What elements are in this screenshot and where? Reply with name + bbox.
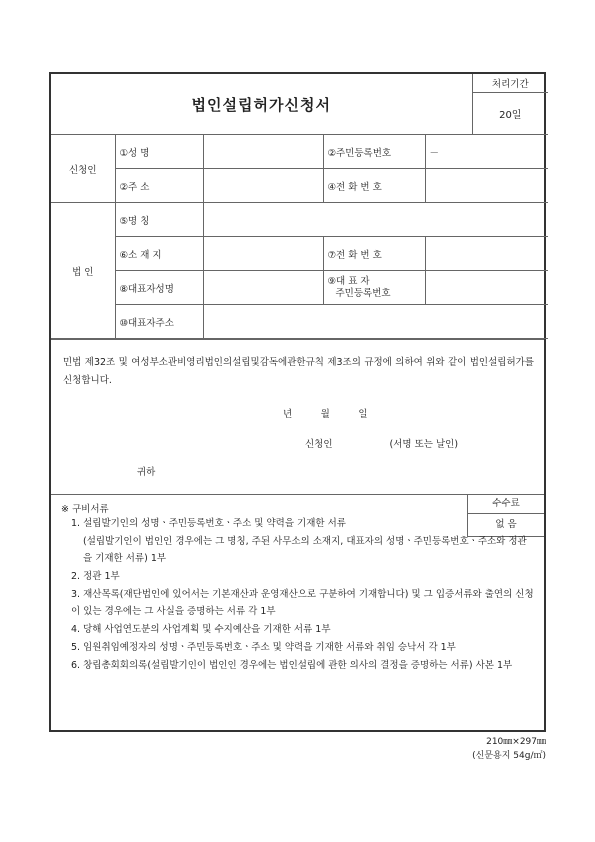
rep-rrn-label-line2: 주민등록번호 [335, 287, 391, 299]
paper-type: (신문용지 54g/㎡) [472, 751, 546, 761]
applicant-address-label: ②주 소 [115, 169, 203, 203]
processing-period-label: 처리기간 [472, 74, 548, 93]
corp-phone-label: ⑦전 화 번 호 [323, 237, 425, 271]
list-item: 5. 임원취임예정자의 성명ㆍ주민등록번호ㆍ주소 및 약력을 기재한 서류와 취임 승낙서 각 1부 [71, 642, 456, 653]
corp-location-label: ⑥소 재 지 [115, 237, 203, 271]
fee-box [467, 495, 544, 537]
applicant-rrn-field[interactable]: － [425, 135, 548, 169]
fee-value: 없 음 [468, 514, 544, 537]
application-date: 년 월 일 [283, 409, 368, 420]
paper-spec [472, 735, 546, 763]
rep-name-label: ⑧대표자성명 [115, 271, 203, 305]
applicant-name-label: ①성 명 [115, 135, 203, 169]
rep-address-label: ⑩대표자주소 [115, 305, 203, 339]
corp-phone-field[interactable] [425, 237, 548, 271]
list-item: 1. 설립발기인의 성명ㆍ주민등록번호ㆍ주소 및 약력을 기재한 서류 [71, 518, 346, 529]
rep-address-field[interactable] [203, 305, 548, 339]
applicant-signature-line: 신청인 (서명 또는 날인) [305, 439, 459, 450]
list-item: (설립발기인이 법인인 경우에는 그 명칭, 주된 사무소의 소재지, 대표자의 성명ㆍ주민등록번호ㆍ주소와 정관을 기재한 서류) 1부 [83, 536, 527, 564]
rep-rrn-field[interactable] [425, 271, 548, 305]
rep-rrn-label-line1: ⑨대 표 자 [327, 275, 370, 287]
applicant-address-field[interactable] [203, 169, 323, 203]
applicant-phone-field[interactable] [425, 169, 548, 203]
rep-rrn-label [323, 271, 425, 305]
required-documents-heading: ※ 구비서류 [61, 504, 109, 515]
corp-name-field[interactable] [203, 203, 548, 237]
list-item: 6. 창립총회회의록(설립발기인이 법인인 경우에는 법인설립에 관한 의사의 결정을 증명하는 서류) 사본 1부 [71, 660, 513, 671]
corp-name-label: ⑤명 칭 [115, 203, 203, 237]
addressee: 귀하 [137, 467, 156, 478]
applicant-name-field[interactable] [203, 135, 323, 169]
list-item: 3. 재산목록(재단법인에 있어서는 기본재산과 운영재산으로 구분하여 기재합니다) 및 그 입증서류와 출연의 신청이 있는 경우에는 그 사실을 증명하는 서류 각 1부 [71, 589, 534, 617]
application-statement [51, 339, 544, 495]
applicant-rrn-label: ②주민등록번호 [323, 135, 425, 169]
applicant-group-label: 신청인 [51, 135, 115, 203]
processing-period-value: 20일 [472, 93, 548, 135]
application-form [49, 72, 546, 732]
applicant-phone-label: ④전 화 번 호 [323, 169, 425, 203]
corp-location-field[interactable] [203, 237, 323, 271]
corporation-group-label: 법 인 [51, 203, 115, 339]
list-item: 2. 정관 1부 [71, 571, 120, 582]
statement-body: 민법 제32조 및 여성부소관비영리법인의설립및감독에관한규칙 제3조의 규정에 의하여 위와 같이 법인설립허가를 신청합니다. [63, 357, 534, 386]
form-table [51, 74, 548, 339]
paper-size: 210㎜×297㎜ [486, 737, 546, 747]
rep-name-field[interactable] [203, 271, 323, 305]
fee-label: 수수료 [468, 495, 544, 514]
form-title: 법인설립허가신청서 [51, 74, 472, 135]
list-item: 4. 당해 사업연도분의 사업계획 및 수지예산을 기재한 서류 1부 [71, 624, 331, 635]
